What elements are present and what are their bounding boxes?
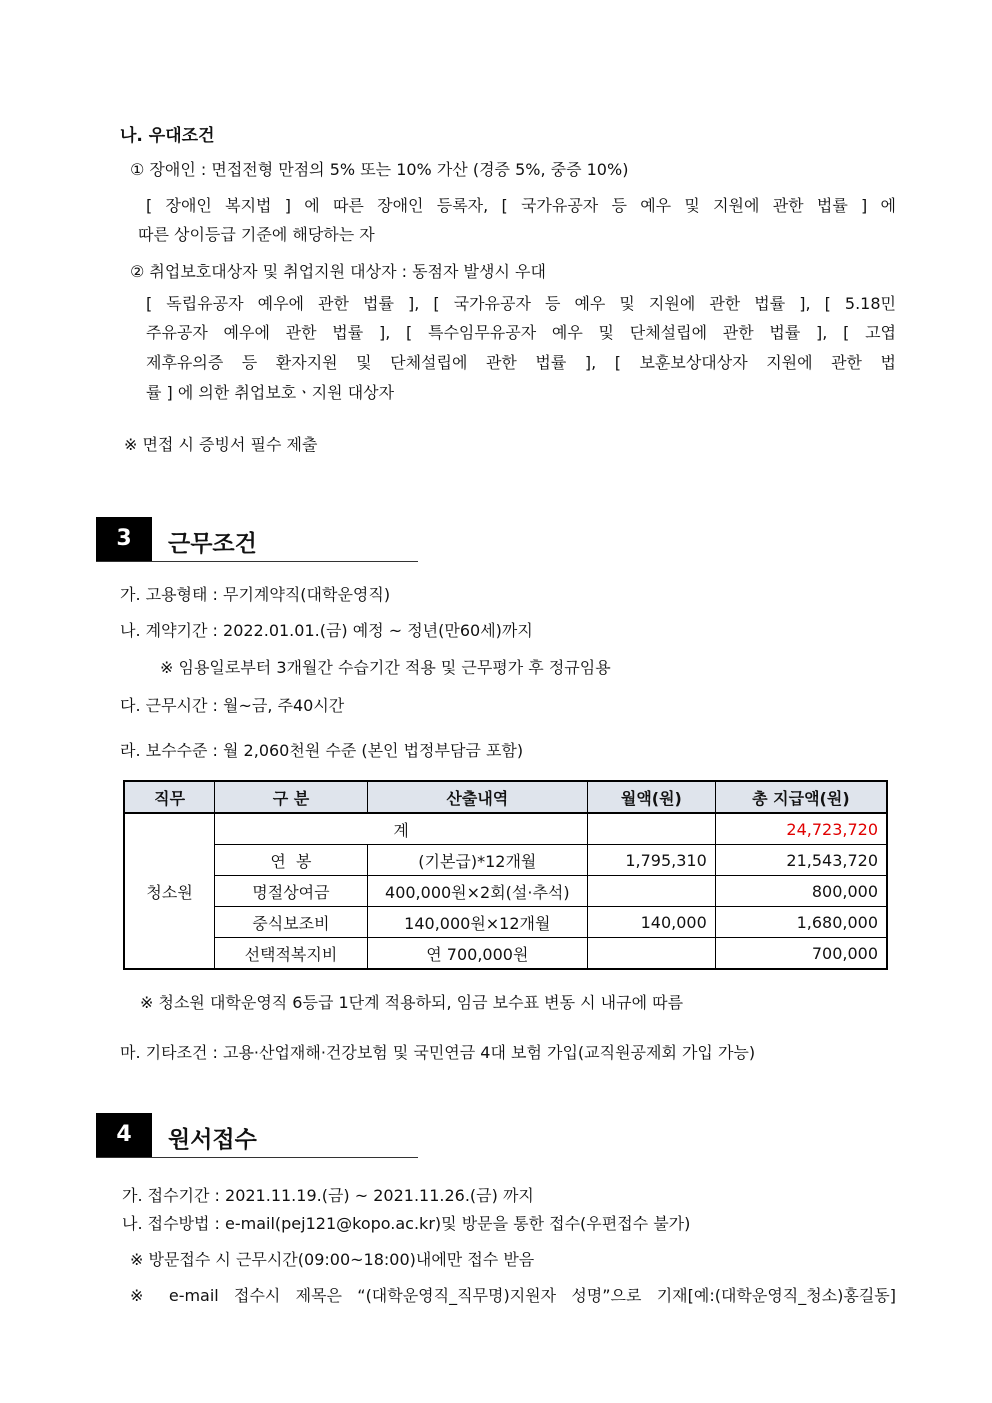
table-row xyxy=(124,876,887,907)
total-cell: 1,680,000 xyxy=(715,907,887,938)
application-note-visit: ※ 방문접수 시 근무시간(09:00~18:00)내에만 접수 받음 xyxy=(130,1250,535,1269)
total-cell: 21,543,720 xyxy=(715,845,887,876)
application-note-email: ※ e-mail 접수시 제목은 “(대학운영직_직무명)지원자 성명”으로 기재[예:(대학운영직_청소)홍길동] xyxy=(130,1286,896,1305)
section-4-title: 원서접수 xyxy=(168,1127,257,1153)
table-row xyxy=(124,907,887,938)
total-label-cell: 계 xyxy=(215,813,588,845)
application-period: 가. 접수기간 : 2021.11.19.(금) ~ 2021.11.26.(금) 까지 xyxy=(122,1186,534,1205)
header-category: 구 분 xyxy=(215,781,368,813)
contract-period: 나. 계약기간 : 2022.01.01.(금) 예정 ~ 정년(만60세)까지 xyxy=(120,621,533,640)
section-3-number: 3 xyxy=(96,517,152,561)
calc-cell: 140,000원×12개월 xyxy=(367,907,587,938)
monthly-cell xyxy=(587,938,715,970)
contract-note: ※ 임용일로부터 3개월간 수습기간 적용 및 근무평가 후 정규임용 xyxy=(160,658,611,677)
work-hours: 다. 근무시간 : 월~금, 주40시간 xyxy=(120,696,345,715)
preference-heading: 나. 우대조건 xyxy=(120,126,215,146)
total-cell: 700,000 xyxy=(715,938,887,970)
section-3-title: 근무조건 xyxy=(168,531,257,557)
preference-item-veterans-line2: 주유공자 예우에 관한 법률 ], [ 특수임무유공자 예우 및 단체설립에 관한 법률 ], [ 고엽 xyxy=(146,323,896,342)
monthly-cell: 140,000 xyxy=(587,907,715,938)
job-cell: 청소원 xyxy=(124,813,215,969)
total-monthly-cell xyxy=(587,813,715,845)
preference-item-veterans: ② 취업보호대상자 및 취업지원 대상자 : 동점자 발생시 우대 xyxy=(130,262,546,281)
salary-table-header xyxy=(124,781,887,813)
header-monthly: 월액(원) xyxy=(587,781,715,813)
salary-table xyxy=(123,780,888,970)
table-row xyxy=(124,938,887,970)
table-note: ※ 청소원 대학운영직 6등급 1단계 적용하되, 임금 보수표 변동 시 내규에 따름 xyxy=(140,993,684,1012)
total-amount-cell: 24,723,720 xyxy=(715,813,887,845)
preference-item-disabled-line1: [ 장애인 복지법 ] 에 따른 장애인 등록자, [ 국가유공자 등 예우 및 지원에 관한 법률 ] 에 xyxy=(146,196,896,215)
calc-cell: (기본급)*12개월 xyxy=(367,845,587,876)
preference-item-disabled: ① 장애인 : 면접전형 만점의 5% 또는 10% 가산 (경증 5%, 중증 10%) xyxy=(130,160,629,179)
header-total: 총 지급액(원) xyxy=(715,781,887,813)
application-method: 나. 접수방법 : e-mail(pej121@kopo.ac.kr)및 방문을 통한 접수(우편접수 불가) xyxy=(122,1214,691,1233)
section-4-number: 4 xyxy=(96,1113,152,1157)
preference-item-veterans-line3: 제후유의증 등 환자지원 및 단체설립에 관한 법률 ], [ 보훈보상대상자 지원에 관한 법 xyxy=(146,353,896,372)
category-cell: 중식보조비 xyxy=(215,907,368,938)
section-4-header xyxy=(96,1113,418,1158)
section-3-header xyxy=(96,517,418,562)
calc-cell: 연 700,000원 xyxy=(367,938,587,970)
header-calculation: 산출내역 xyxy=(367,781,587,813)
header-job: 직무 xyxy=(124,781,215,813)
preference-item-veterans-line1: [ 독립유공자 예우에 관한 법률 ], [ 국가유공자 등 예우 및 지원에 관한 법률 ], [ 5.18민 xyxy=(146,294,896,313)
calc-cell: 400,000원×2회(설·추석) xyxy=(367,876,587,907)
category-cell: 명절상여금 xyxy=(215,876,368,907)
table-row xyxy=(124,813,887,845)
preference-note: ※ 면접 시 증빙서 필수 제출 xyxy=(124,435,318,454)
employment-type: 가. 고용형태 : 무기계약직(대학운영직) xyxy=(120,585,391,604)
salary-level: 라. 보수수준 : 월 2,060천원 수준 (본인 법정부담금 포함) xyxy=(120,741,524,760)
monthly-cell xyxy=(587,876,715,907)
preference-item-veterans-line4: 률 ] 에 의한 취업보호ㆍ지원 대상자 xyxy=(146,383,395,402)
total-cell: 800,000 xyxy=(715,876,887,907)
preference-item-disabled-line2: 따른 상이등급 기준에 해당하는 자 xyxy=(138,225,375,244)
table-row xyxy=(124,845,887,876)
category-cell: 선택적복지비 xyxy=(215,938,368,970)
category-cell: 연 봉 xyxy=(215,845,368,876)
monthly-cell: 1,795,310 xyxy=(587,845,715,876)
other-conditions: 마. 기타조건 : 고용·산업재해·건강보험 및 국민연금 4대 보험 가입(교직원공제회 가입 가능) xyxy=(120,1043,756,1062)
